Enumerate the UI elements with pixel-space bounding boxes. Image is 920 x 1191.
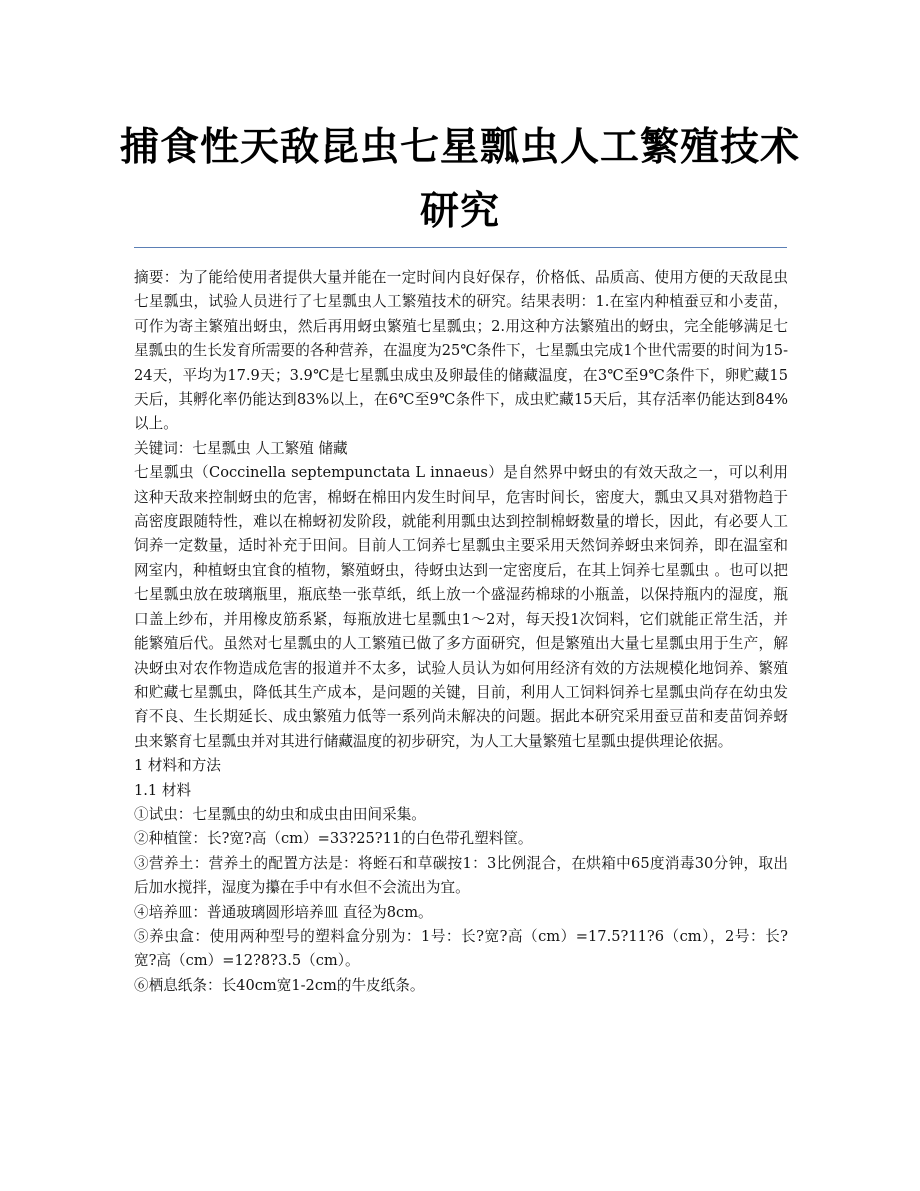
document-title: 捕食性天敌昆虫七星瓢虫人工繁殖技术研究 [120,125,801,234]
section-heading-materials-methods: 1 材料和方法 [134,757,221,775]
title-divider [134,247,787,248]
material-item-planting-basket: ②种植筐：长?宽?高（cm）=33?25?11的白色带孔塑料筐。 [134,830,533,848]
material-item-petri-dish: ④培养皿：普通玻璃圆形培养皿 直径为8cm。 [134,903,433,921]
abstract-paragraph: 摘要：为了能给使用者提供大量并能在一定时间内良好保存，价格低、品质高、使用方便的天敌昆虫七星瓢虫，试验人员进行了七星瓢虫人工繁殖技术的研究。结果表明：1.在室内种植蚕豆和小麦苗，可作为寄主繁殖出蚜虫，然后再用蚜虫繁殖七星瓢虫；2.用这种方法繁殖出的蚜虫，完全能够满足七星瓢虫的生长发育所需要的各种营养，在温度为25℃条件下，七星瓢虫完成1个世代需要的时间为15-24天，平均为17.9天；3.9℃是七星瓢虫成虫及卵最佳的储藏温度，在3℃至9℃条件下，卵贮藏15天后，其孵化率仍能达到83%以上，在6℃至9℃条件下，成虫贮藏15天后，其存活率仍能达到84%以上。 [134,269,788,433]
material-item-test-insects: ①试虫：七星瓢虫的幼虫和成虫由田间采集。 [134,805,426,823]
material-item-rearing-box: ⑤养虫盒：使用两种型号的塑料盒分别为：1号：长?宽?高（cm）=17.5?11?6（cm），2号：长?宽?高（cm）=12?8?3.5（cm）。 [134,927,788,970]
intro-paragraph: 七星瓢虫（Coccinella septempunctata L innaeus）是自然界中蚜虫的有效天敌之一，可以利用这种天敌来控制蚜虫的危害，棉蚜在棉田内发生时间早，危害时间长，密度大，瓢虫又具对猎物趋于高密度跟随特性，难以在棉蚜初发阶段，就能利用瓢虫达到控制棉蚜数量的增长，因此，有必要人工饲养一定数量，适时补充于田间。目前人工饲养七星瓢虫主要采用天然饲养蚜虫来饲养，即在温室和网室内，种植蚜虫宜食的植物，繁殖蚜虫，待蚜虫达到一定密度后，在其上饲养七星瓢虫 。也可以把七星瓢虫放在玻璃瓶里，瓶底垫一张草纸，纸上放一个盛湿药棉球的小瓶盖，以保持瓶内的湿度，瓶口盖上纱布，并用橡皮筋系紧，每瓶放进七星瓢虫1～2对，每天投1次饲料，它们就能正常生活，并能繁殖后代。虽然对七星瓢虫的人工繁殖已做了多方面研究，但是繁殖出大量七星瓢虫用于生产，解决蚜虫对农作物造成危害的报道并不太多，试验人员认为如何用经济有效的方法规模化地饲养、繁殖和贮藏七星瓢虫，降低其生产成本，是问题的关键，目前，利用人工饲料饲养七星瓢虫尚存在幼虫发育不良、生长期延长、成虫繁殖力低等一系列尚未解决的问题。据此本研究采用蚕豆苗和麦苗饲养蚜虫来繁育七星瓢虫并对其进行储藏温度的初步研究，为人工大量繁殖七星瓢虫提供理论依据。 [134,464,788,750]
material-item-paper-strips: ⑥栖息纸条：长40cm宽1-2cm的牛皮纸条。 [134,976,425,994]
material-item-nutrient-soil: ③营养土：营养土的配置方法是：将蛭石和草碳按1：3比例混合，在烘箱中65度消毒30分钟，取出后加水搅拌，湿度为攥在手中有水但不会流出为宜。 [134,854,788,897]
keywords-line: 关键词：七星瓢虫 人工繁殖 储藏 [134,439,348,457]
document-body [134,266,788,998]
subsection-heading-materials: 1.1 材料 [134,781,192,799]
